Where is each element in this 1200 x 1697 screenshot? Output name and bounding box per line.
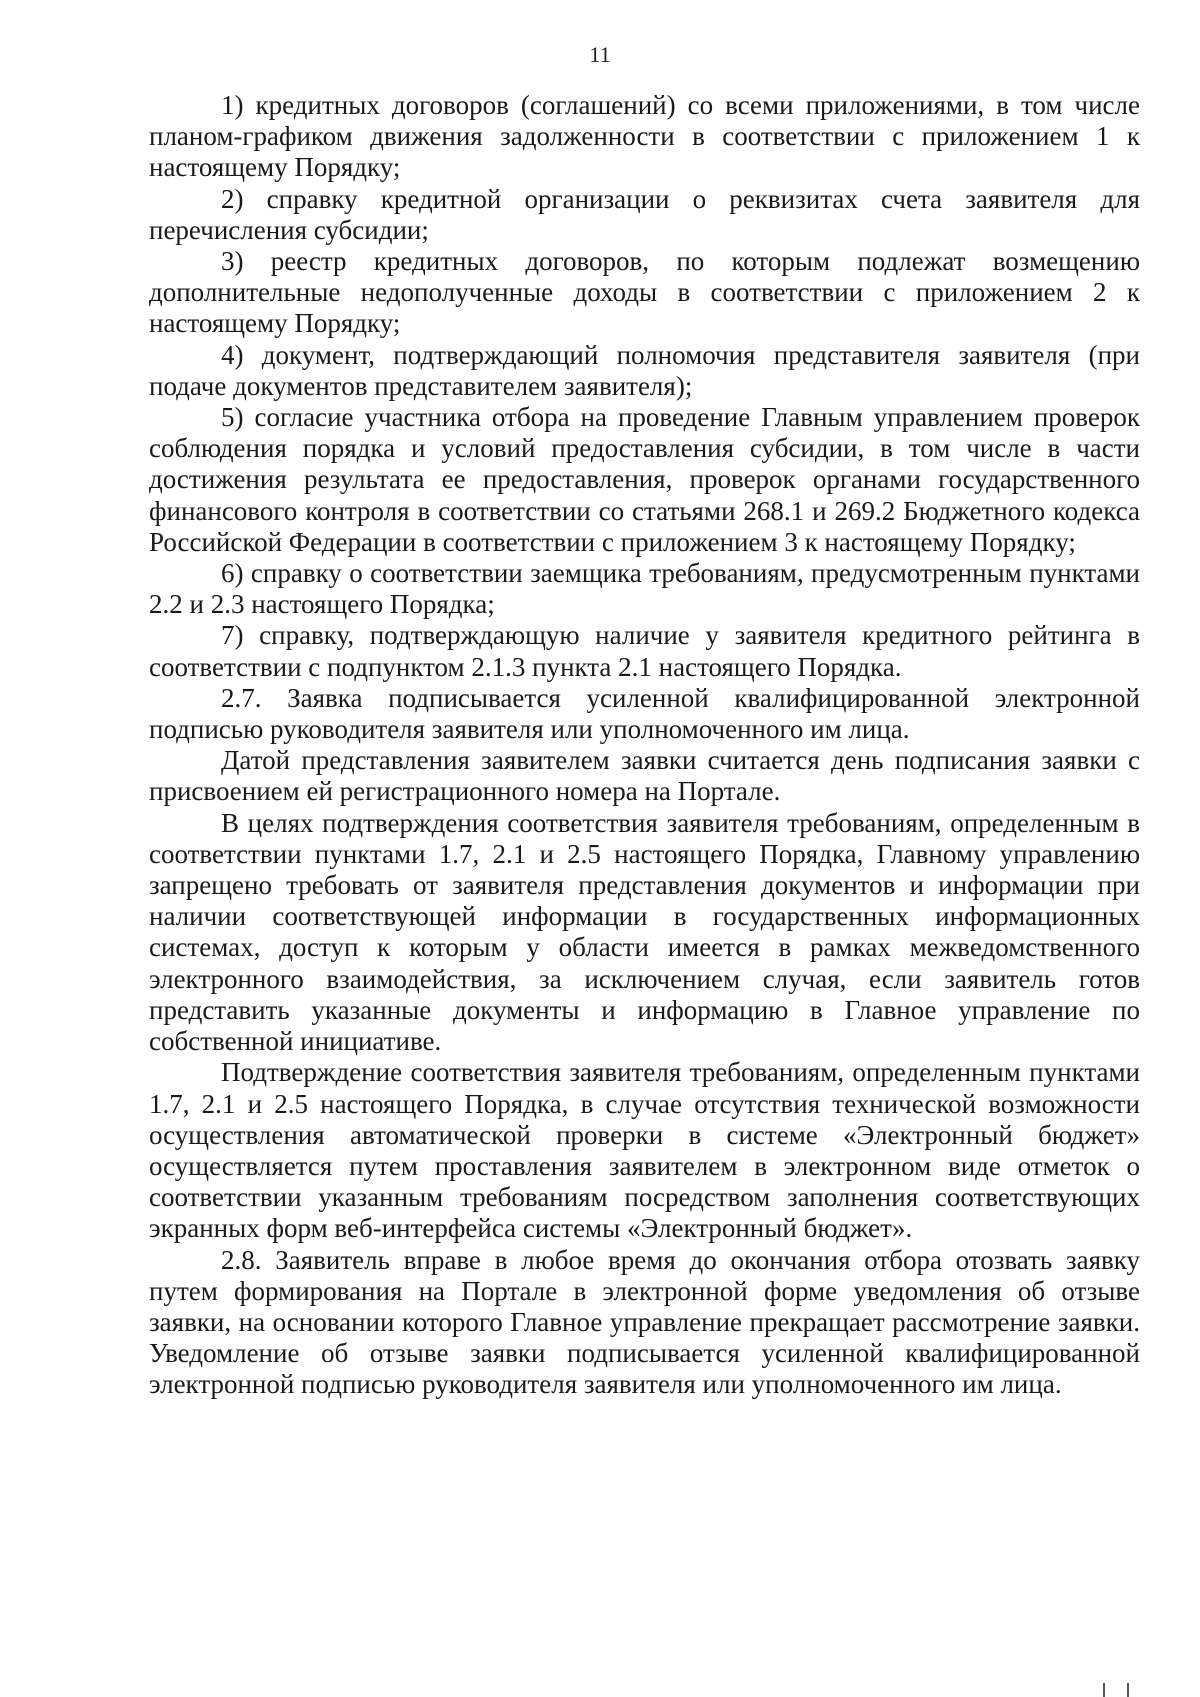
list-item-6: 6) справку о соответствии заемщика требованиям, предусмотренным пунктами 2.2 и 2.3 настоящего Порядка;: [149, 558, 1140, 620]
list-item-4: 4) документ, подтверждающий полномочия представителя заявителя (при подаче документов представителем заявителя);: [149, 339, 1140, 401]
list-item-7: 7) справку, подтверждающую наличие у заявителя кредитного рейтинга в соответствии с подпунктом 2.1.3 пункта 2.1 настоящего Порядка.: [149, 620, 1140, 682]
list-item-1: 1) кредитных договоров (соглашений) со всеми приложениями, в том числе планом-графиком движения задолженности в соответствии с приложением 1 к настоящему Порядку;: [149, 90, 1140, 183]
list-item-5: 5) согласие участника отбора на проведение Главным управлением проверок соблюдения порядка и условий предоставления субсидии, в том числе в части достижения результата ее предоставления, проверок органами государственного финансового контроля в соответствии со статьями 268.1 и 269.2 Бюджетного кодекса Российской Федерации в соответствии с приложением 3 к настоящему Порядку;: [149, 402, 1140, 557]
clause-2-7: 2.7. Заявка подписывается усиленной квалифицированной электронной подписью руководителя заявителя или уполномоченного им лица.: [149, 682, 1140, 745]
list-item-3: 3) реестр кредитных договоров, по которым подлежат возмещению дополнительные недополученные доходы в соответствии с приложением 2 к настоящему Порядку;: [149, 246, 1140, 339]
page-number: 11: [589, 42, 611, 67]
clause-2-7-verification: В целях подтверждения соответствия заявителя требованиям, определенным в соответствии пунктами 1.7, 2.1 и 2.5 настоящего Порядка, Главному управлению запрещено требовать от заявителя представления документов и информации при наличии соответствующей информации в государственных информационных системах, доступ к которым у области имеется в рамках межведомственного электронного взаимодействия, за исключением случая, если заявитель готов представить указанные документы и информацию в Главное управление по собственной инициативе.: [149, 807, 1140, 1057]
scan-mark-right: [1127, 1683, 1129, 1697]
clause-2-8: 2.8. Заявитель вправе в любое время до окончания отбора отозвать заявку путем формирования на Портале в электронной форме уведомления об отзыве заявки, на основании которого Главное управление прекращает рассмотрение заявки. Уведомление об отзыве заявки подписывается усиленной квалифицированной электронной подписью руководителя заявителя или уполномоченного им лица.: [149, 1244, 1140, 1400]
clause-2-7-submission-date: Датой представления заявителем заявки считается день подписания заявки с присвоением ей регистрационного номера на Портале.: [149, 745, 1140, 807]
clause-2-7-confirmation: Подтверждение соответствия заявителя требованиям, определенным пунктами 1.7, 2.1 и 2.5 настоящего Порядка, в случае отсутствия технической возможности осуществления автоматической проверки в системе «Электронный бюджет» осуществляется путем проставления заявителем в электронном виде отметок о соответствии указанным требованиям посредством заполнения соответствующих экранных форм веб-интерфейса системы «Электронный бюджет».: [149, 1057, 1140, 1244]
scan-mark-left: [1103, 1683, 1105, 1697]
document-body: [149, 90, 1140, 1401]
list-item-2: 2) справку кредитной организации о реквизитах счета заявителя для перечисления субсидии;: [149, 183, 1140, 245]
